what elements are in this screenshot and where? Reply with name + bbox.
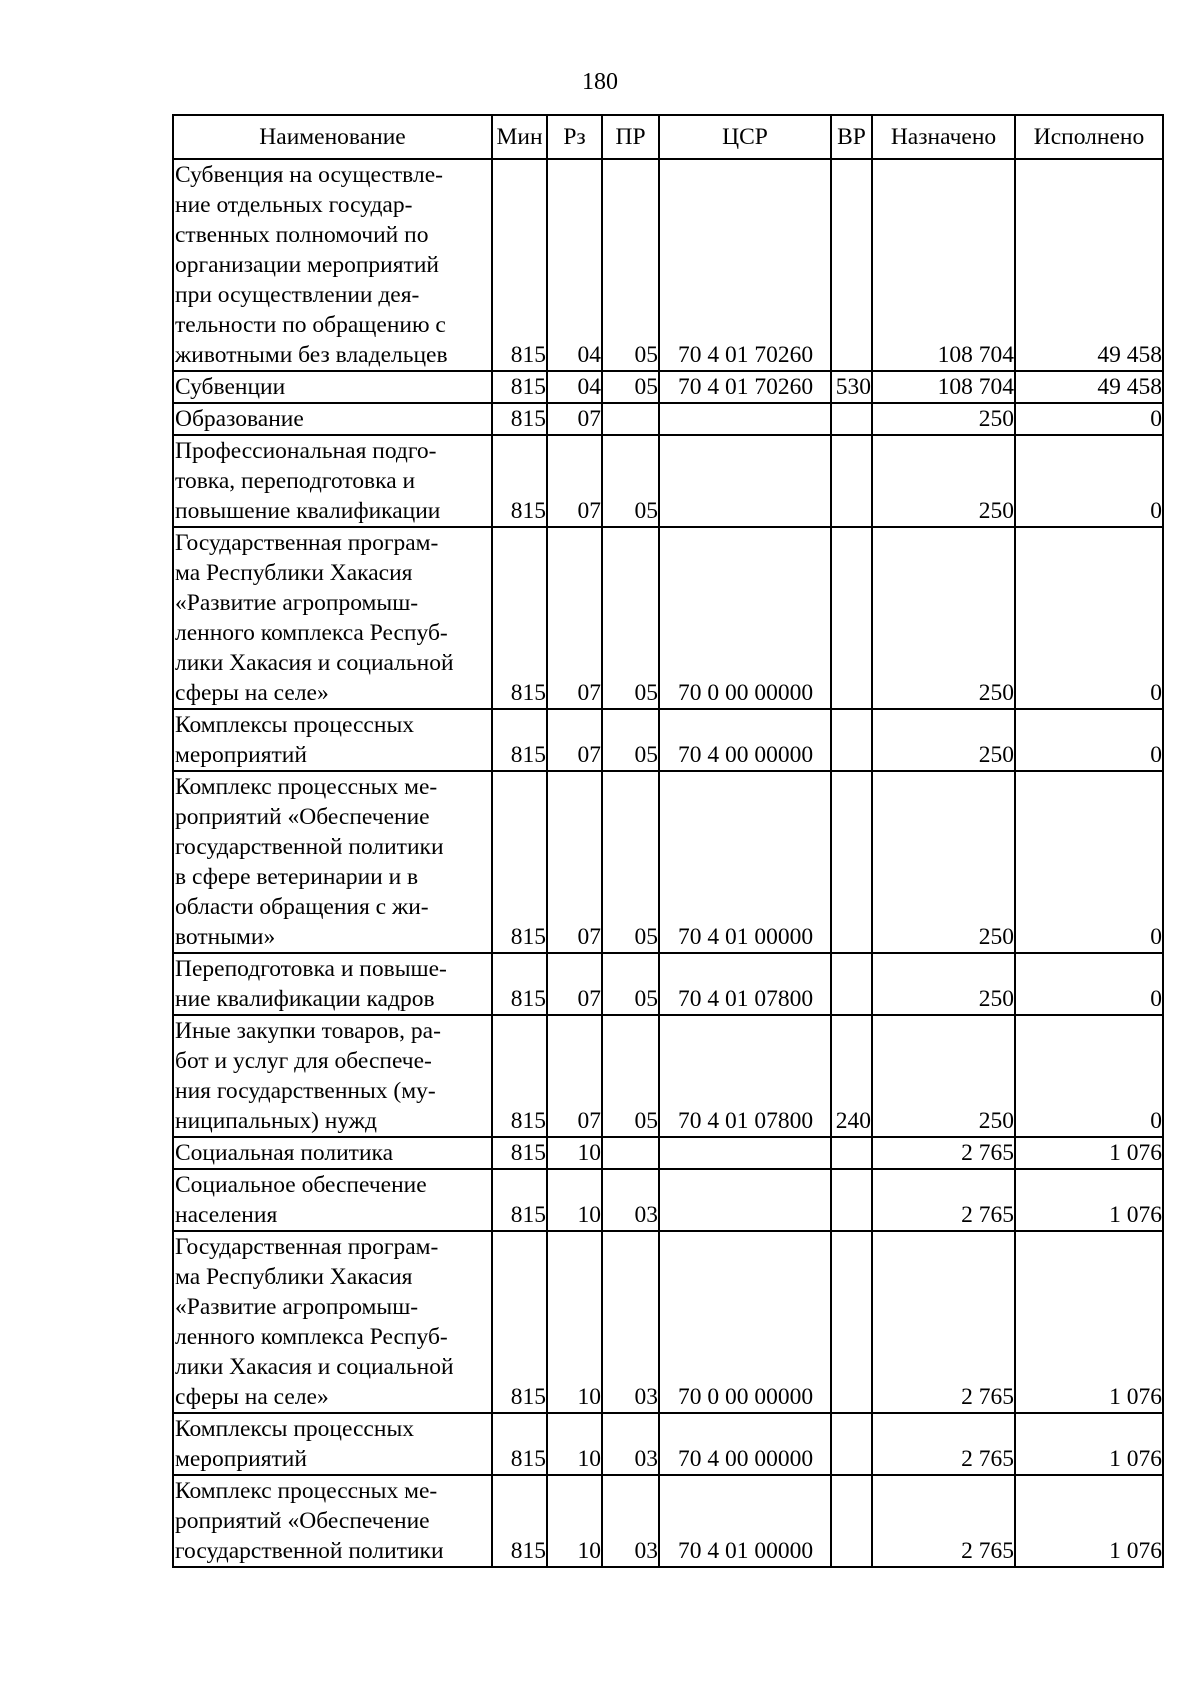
cell-pr: 05 xyxy=(602,159,659,371)
name-line: Субвенции xyxy=(175,374,286,400)
cell-vr xyxy=(831,1475,872,1567)
cell-pr: 05 xyxy=(602,371,659,403)
cell-assigned: 250 xyxy=(872,1015,1015,1137)
cell-assigned: 250 xyxy=(872,771,1015,953)
cell-name xyxy=(173,1169,492,1231)
cell-vr: 240 xyxy=(831,1015,872,1137)
cell-min: 815 xyxy=(492,953,547,1015)
name-line: товка, переподготовка и xyxy=(175,468,416,494)
table-row xyxy=(173,709,1163,771)
header-vr: ВР xyxy=(831,115,872,159)
cell-vr xyxy=(831,953,872,1015)
name-line: государственной политики xyxy=(175,1538,444,1564)
cell-csr: 70 4 01 07800 xyxy=(659,953,831,1015)
name-line: ния государственных (му- xyxy=(175,1078,436,1104)
name-line: сферы на селе» xyxy=(175,1384,329,1410)
cell-executed: 0 xyxy=(1015,403,1163,435)
name-line: лики Хакасия и социальной xyxy=(175,1354,454,1380)
cell-csr: 70 4 01 70260 xyxy=(659,371,831,403)
cell-csr: 70 4 01 07800 xyxy=(659,1015,831,1137)
cell-assigned: 2 765 xyxy=(872,1231,1015,1413)
name-line: ние квалификации кадров xyxy=(175,986,435,1012)
cell-name xyxy=(173,527,492,709)
cell-name xyxy=(173,435,492,527)
name-line: лики Хакасия и социальной xyxy=(175,650,454,676)
table-header-row xyxy=(173,115,1163,159)
cell-name xyxy=(173,709,492,771)
name-line: организации мероприятий xyxy=(175,252,439,278)
cell-rz: 07 xyxy=(547,709,602,771)
cell-min: 815 xyxy=(492,403,547,435)
cell-assigned: 250 xyxy=(872,435,1015,527)
cell-rz: 04 xyxy=(547,159,602,371)
cell-pr: 03 xyxy=(602,1413,659,1475)
cell-name xyxy=(173,1137,492,1169)
name-line: Переподготовка и повыше- xyxy=(175,956,447,982)
table-row xyxy=(173,953,1163,1015)
header-assigned: Назначено xyxy=(872,115,1015,159)
cell-vr xyxy=(831,1413,872,1475)
cell-pr: 03 xyxy=(602,1169,659,1231)
name-line: Иные закупки товаров, ра- xyxy=(175,1018,441,1044)
header-name: Наименование xyxy=(173,115,492,159)
name-line: ниципальных) нужд xyxy=(175,1108,377,1134)
cell-pr: 05 xyxy=(602,771,659,953)
cell-assigned: 2 765 xyxy=(872,1137,1015,1169)
name-line: Комплексы процессных xyxy=(175,712,414,738)
cell-vr xyxy=(831,1231,872,1413)
cell-executed: 0 xyxy=(1015,771,1163,953)
budget-table xyxy=(172,114,1164,1568)
cell-assigned: 2 765 xyxy=(872,1169,1015,1231)
cell-rz: 10 xyxy=(547,1413,602,1475)
cell-vr xyxy=(831,159,872,371)
cell-executed: 1 076 xyxy=(1015,1169,1163,1231)
name-line: ственных полномочий по xyxy=(175,222,429,248)
name-line: повышение квалификации xyxy=(175,498,441,524)
name-line: «Развитие агропромыш- xyxy=(175,1294,419,1320)
table-row xyxy=(173,1137,1163,1169)
header-pr: ПР xyxy=(602,115,659,159)
name-line: Образование xyxy=(175,406,304,432)
header-csr: ЦСР xyxy=(659,115,831,159)
cell-executed: 49 458 xyxy=(1015,159,1163,371)
cell-rz: 04 xyxy=(547,371,602,403)
cell-vr xyxy=(831,1169,872,1231)
cell-assigned: 2 765 xyxy=(872,1413,1015,1475)
cell-csr xyxy=(659,403,831,435)
cell-min: 815 xyxy=(492,371,547,403)
cell-name xyxy=(173,771,492,953)
cell-vr xyxy=(831,403,872,435)
table-row xyxy=(173,527,1163,709)
name-line: животными без владельцев xyxy=(175,342,448,368)
cell-rz: 07 xyxy=(547,771,602,953)
cell-csr: 70 4 00 00000 xyxy=(659,709,831,771)
cell-pr: 05 xyxy=(602,527,659,709)
cell-min: 815 xyxy=(492,1137,547,1169)
table-row xyxy=(173,1475,1163,1567)
cell-rz: 07 xyxy=(547,527,602,709)
cell-csr: 70 4 01 70260 xyxy=(659,159,831,371)
cell-vr xyxy=(831,709,872,771)
cell-vr xyxy=(831,771,872,953)
cell-assigned: 108 704 xyxy=(872,371,1015,403)
cell-name xyxy=(173,1015,492,1137)
name-line: населения xyxy=(175,1202,278,1228)
cell-csr xyxy=(659,1169,831,1231)
cell-csr xyxy=(659,1137,831,1169)
cell-csr: 70 4 00 00000 xyxy=(659,1413,831,1475)
cell-name xyxy=(173,159,492,371)
name-line: вотными» xyxy=(175,924,276,950)
cell-pr: 03 xyxy=(602,1475,659,1567)
cell-assigned: 250 xyxy=(872,709,1015,771)
name-line: роприятий «Обеспечение xyxy=(175,1508,430,1534)
name-line: ленного комплекса Респуб- xyxy=(175,1324,448,1350)
cell-pr: 03 xyxy=(602,1231,659,1413)
cell-min: 815 xyxy=(492,1413,547,1475)
table-body xyxy=(173,159,1163,1567)
name-line: Социальная политика xyxy=(175,1140,394,1166)
table-row xyxy=(173,435,1163,527)
name-line: Профессиональная подго- xyxy=(175,438,437,464)
cell-pr: 05 xyxy=(602,435,659,527)
cell-csr: 70 4 01 00000 xyxy=(659,771,831,953)
cell-vr: 530 xyxy=(831,371,872,403)
cell-name xyxy=(173,1413,492,1475)
cell-min: 815 xyxy=(492,1475,547,1567)
cell-executed: 1 076 xyxy=(1015,1413,1163,1475)
cell-pr xyxy=(602,1137,659,1169)
cell-csr: 70 0 00 00000 xyxy=(659,1231,831,1413)
cell-csr: 70 0 00 00000 xyxy=(659,527,831,709)
cell-assigned: 250 xyxy=(872,527,1015,709)
name-line: Комплекс процессных ме- xyxy=(175,1478,438,1504)
name-line: при осуществлении дея- xyxy=(175,282,420,308)
cell-name xyxy=(173,1231,492,1413)
cell-name xyxy=(173,953,492,1015)
name-line: тельности по обращению с xyxy=(175,312,446,338)
cell-pr xyxy=(602,403,659,435)
cell-rz: 10 xyxy=(547,1231,602,1413)
cell-executed: 0 xyxy=(1015,435,1163,527)
cell-rz: 07 xyxy=(547,435,602,527)
table-row xyxy=(173,403,1163,435)
cell-pr: 05 xyxy=(602,1015,659,1137)
cell-assigned: 250 xyxy=(872,953,1015,1015)
table-row xyxy=(173,1169,1163,1231)
name-line: в сфере ветеринарии и в xyxy=(175,864,419,890)
name-line: Комплекс процессных ме- xyxy=(175,774,438,800)
table-row xyxy=(173,371,1163,403)
cell-pr: 05 xyxy=(602,953,659,1015)
cell-min: 815 xyxy=(492,435,547,527)
name-line: Государственная програм- xyxy=(175,1234,439,1260)
cell-pr: 05 xyxy=(602,709,659,771)
name-line: сферы на селе» xyxy=(175,680,329,706)
cell-csr: 70 4 01 00000 xyxy=(659,1475,831,1567)
cell-name xyxy=(173,371,492,403)
cell-name xyxy=(173,403,492,435)
name-line: роприятий «Обеспечение xyxy=(175,804,430,830)
name-line: ма Республики Хакасия xyxy=(175,1264,413,1290)
table-row xyxy=(173,159,1163,371)
cell-min: 815 xyxy=(492,1015,547,1137)
table-row xyxy=(173,1231,1163,1413)
cell-assigned: 250 xyxy=(872,403,1015,435)
name-line: ние отдельных государ- xyxy=(175,192,413,218)
cell-assigned: 2 765 xyxy=(872,1475,1015,1567)
header-min: Мин xyxy=(492,115,547,159)
cell-min: 815 xyxy=(492,159,547,371)
cell-vr xyxy=(831,435,872,527)
name-line: государственной политики xyxy=(175,834,444,860)
name-line: Субвенция на осуществле- xyxy=(175,162,443,188)
cell-csr xyxy=(659,435,831,527)
name-line: Государственная програм- xyxy=(175,530,439,556)
table-row xyxy=(173,1413,1163,1475)
page-number: 180 xyxy=(582,69,618,95)
cell-vr xyxy=(831,527,872,709)
name-line: ленного комплекса Респуб- xyxy=(175,620,448,646)
name-line: бот и услуг для обеспече- xyxy=(175,1048,432,1074)
cell-executed: 1 076 xyxy=(1015,1231,1163,1413)
cell-executed: 0 xyxy=(1015,953,1163,1015)
cell-rz: 10 xyxy=(547,1169,602,1231)
cell-min: 815 xyxy=(492,1169,547,1231)
name-line: мероприятий xyxy=(175,1446,307,1472)
name-line: ма Республики Хакасия xyxy=(175,560,413,586)
cell-assigned: 108 704 xyxy=(872,159,1015,371)
name-line: мероприятий xyxy=(175,742,307,768)
table-row xyxy=(173,771,1163,953)
cell-rz: 07 xyxy=(547,403,602,435)
name-line: Социальное обеспечение xyxy=(175,1172,427,1198)
name-line: Комплексы процессных xyxy=(175,1416,414,1442)
cell-executed: 0 xyxy=(1015,1015,1163,1137)
header-executed: Исполнено xyxy=(1015,115,1163,159)
cell-executed: 0 xyxy=(1015,527,1163,709)
cell-min: 815 xyxy=(492,771,547,953)
cell-name xyxy=(173,1475,492,1567)
cell-executed: 49 458 xyxy=(1015,371,1163,403)
cell-rz: 10 xyxy=(547,1475,602,1567)
cell-executed: 1 076 xyxy=(1015,1137,1163,1169)
name-line: «Развитие агропромыш- xyxy=(175,590,419,616)
header-rz: Рз xyxy=(547,115,602,159)
cell-min: 815 xyxy=(492,527,547,709)
table-row xyxy=(173,1015,1163,1137)
name-line: области обращения с жи- xyxy=(175,894,429,920)
cell-executed: 1 076 xyxy=(1015,1475,1163,1567)
cell-executed: 0 xyxy=(1015,709,1163,771)
cell-rz: 07 xyxy=(547,1015,602,1137)
cell-rz: 10 xyxy=(547,1137,602,1169)
cell-min: 815 xyxy=(492,1231,547,1413)
cell-rz: 07 xyxy=(547,953,602,1015)
cell-min: 815 xyxy=(492,709,547,771)
cell-vr xyxy=(831,1137,872,1169)
